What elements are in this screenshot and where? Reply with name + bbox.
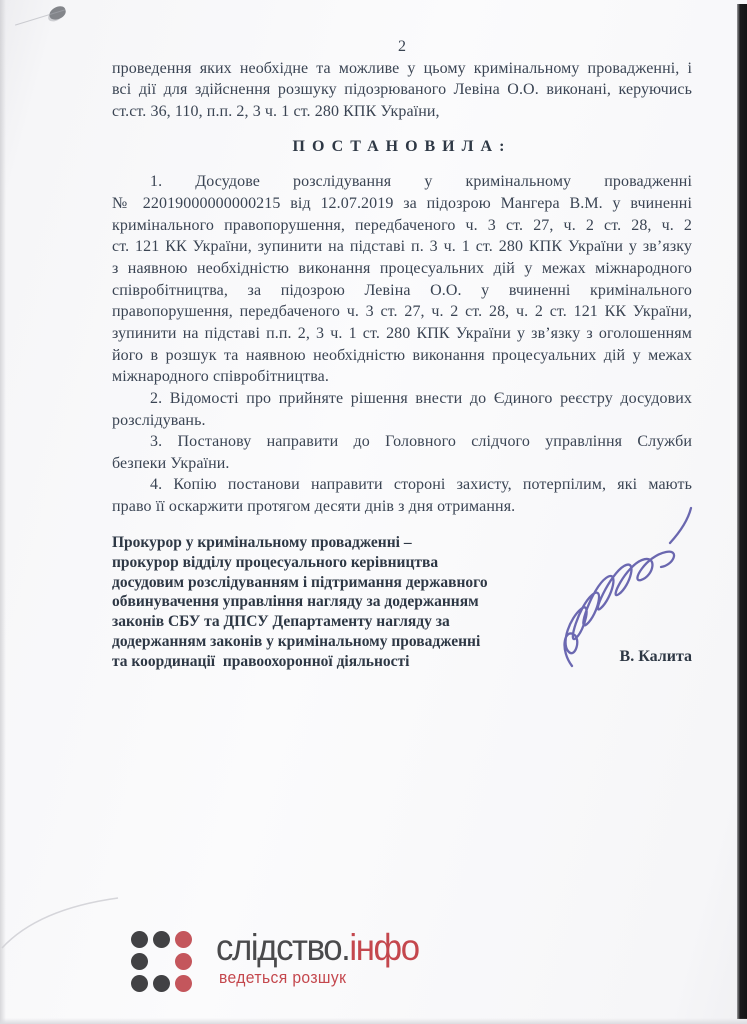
signature-title-block [112, 533, 572, 672]
document-body [112, 36, 692, 518]
body-line: кримінального правопорушення, передбаченого ч. 3 ст. 27, ч. 2 ст. 28, ч. 2 [112, 216, 692, 234]
logo-dots [131, 931, 192, 992]
logo-wordmark-primary: слідство. [216, 927, 350, 968]
scan-edge-bar [737, 4, 747, 1019]
page-curl-line [0, 893, 130, 963]
signer-name: В. Калита [619, 648, 692, 665]
logo-tagline: ведеться розшук [219, 969, 347, 987]
intro-line: проведення яких необхідне та можливе у цьому кримінальному провадженні, і [112, 59, 692, 77]
body-line: право її оскаржити протягом десяти днів з дня отримання. [112, 498, 516, 516]
body-line: правопорушення, передбаченого ч. 3 ст. 27, ч. 2 ст. 28, ч. 2 ст. 121 КК України, [112, 303, 692, 321]
page-number: 2 [397, 38, 407, 55]
red-dot [175, 931, 192, 948]
logo-wordmark-accent: інфо [349, 927, 419, 968]
body-line: розслідувань. [112, 411, 206, 429]
body-line: № 22019000000000215 від 12.07.2019 за підозрою Мангера В.М. у вчиненні [112, 194, 692, 212]
body-line: зупинити на підставі п.п. 2, 3 ч. 1 ст. 280 КПК України у зв’язку з оголошенням [112, 324, 692, 342]
body-line: 1. Досудове розслідування у кримінальному провадженні [150, 173, 692, 191]
resolution-heading: ПОСТАНОВИЛА: [292, 137, 512, 155]
resolution-paragraphs [112, 171, 692, 518]
body-line: співробітництва, за підозрою Левіна О.О. у вчиненні кримінального [112, 281, 692, 299]
dark-dot [153, 931, 170, 948]
dark-dot [131, 931, 148, 948]
red-dot [175, 953, 192, 970]
red-dot [175, 975, 192, 992]
signature-title-line: та координації правоохоронної діяльності [112, 652, 410, 670]
intro-line: всі дії для здійснення розшуку підозрюваного Левіна О.О. виконані, керуючись [112, 81, 692, 99]
body-line: 4. Копію постанови направити стороні захисту, потерпілим, які мають [150, 476, 692, 494]
body-line: міжнародного співробітництва. [112, 368, 329, 386]
body-line: 3. Постанову направити до Головного слідчого управління Служби [150, 433, 692, 451]
signature-title-line: обвинувачення управління нагляду за додержанням [112, 593, 479, 611]
logo-wordmark [216, 927, 419, 969]
dark-dot [131, 953, 148, 970]
signature-title-line: законів СБУ та ДПСУ Департаменту нагляду за [112, 613, 450, 631]
dark-dot [131, 975, 148, 992]
body-line: його в розшук та наявною необхідністю виконання процесуальних дій у межах [112, 346, 692, 364]
body-line: 2. Відомості про прийняте рішення внести до Єдиного реєстру досудових [150, 389, 692, 407]
intro-paragraph [112, 58, 692, 123]
handwritten-signature-icon [560, 498, 710, 670]
dark-dot [153, 975, 170, 992]
body-line: з наявною необхідністю виконання процесуальних дій у межах міжнародного [112, 259, 692, 277]
body-line: ст. 121 КК України, зупинити на підставі п. 3 ч. 1 ст. 280 КПК України у зв’язку [112, 238, 692, 256]
intro-line: ст.ст. 36, 110, п.п. 2, 3 ч. 1 ст. 280 КПК України, [112, 102, 440, 120]
scan-edge-left [0, 0, 6, 1024]
dot-gap [153, 953, 170, 970]
signature-title-line: досудовим розслідуванням і підтримання державного [112, 573, 488, 591]
body-line: безпеки України. [112, 454, 230, 472]
signature-title-line: додержанням законів у кримінальному провадженні [112, 632, 481, 650]
signature-title-line: Прокурор у кримінальному провадженні – [112, 534, 412, 551]
signature-title-line: прокурор відділу процесуального керівництва [112, 553, 439, 571]
scan-edge-bottom [0, 1018, 747, 1024]
